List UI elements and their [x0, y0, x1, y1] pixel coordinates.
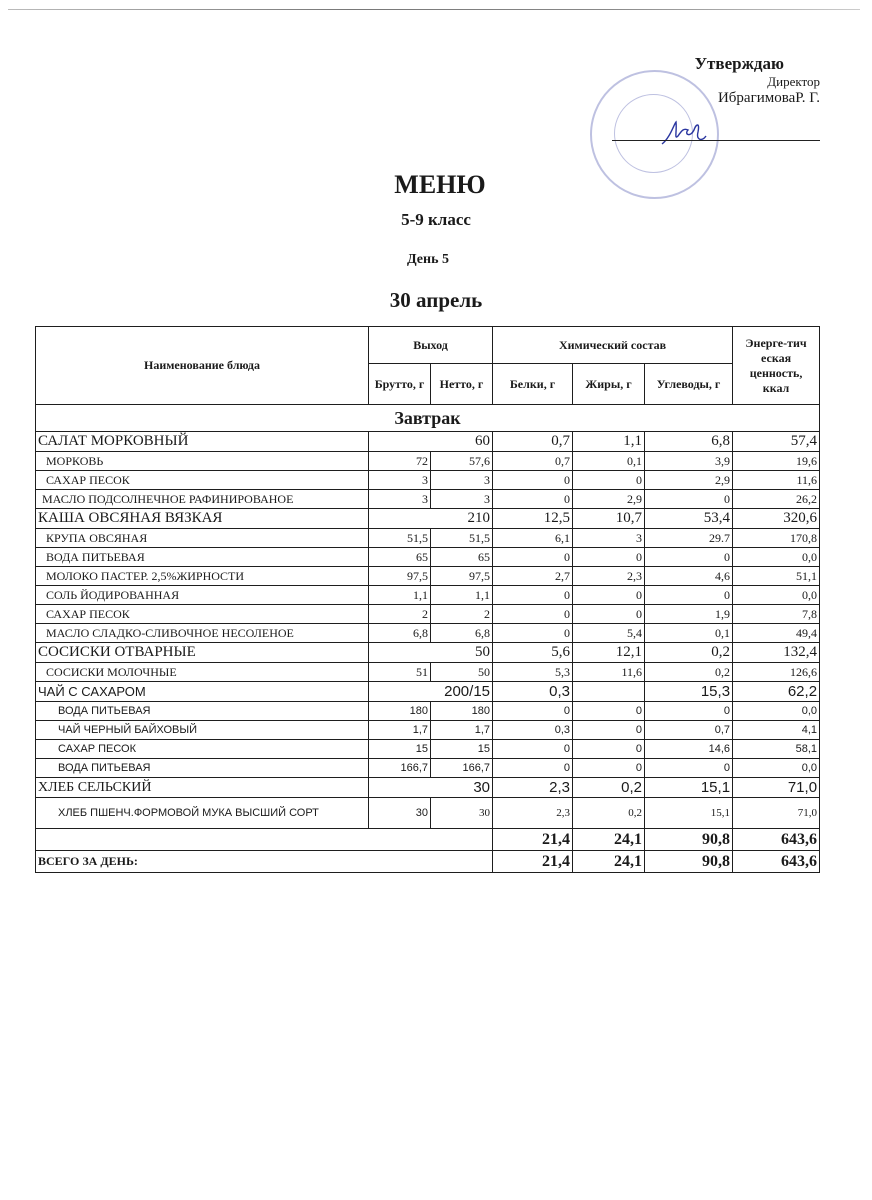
- col-header-protein: Белки, г: [493, 364, 573, 405]
- ingredient-row: МОЛОКО ПАСТЕР. 2,5%ЖИРНОСТИ 97,5 97,5 2,7 2,3 4,6 51,1: [36, 567, 820, 586]
- subtotal-row: 21,4 24,1 90,8 643,6: [36, 829, 820, 851]
- dish-row: САЛАТ МОРКОВНЫЙ 60 0,7 1,1 6,8 57,4: [36, 432, 820, 452]
- ingredient-row: САХАР ПЕСОК 2 2 0 0 1,9 7,8: [36, 605, 820, 624]
- col-header-carbs: Углеводы, г: [645, 364, 733, 405]
- ingredient-row: ВОДА ПИТЬЕВАЯ 180 180 0 0 0 0,0: [36, 702, 820, 721]
- col-header-name: Наименование блюда: [36, 327, 369, 405]
- menu-table: [35, 326, 820, 873]
- day-label: День 5: [407, 252, 449, 267]
- col-header-energy: Энерге-тич еская ценность, ккал: [733, 327, 820, 405]
- ingredient-row: МАСЛО СЛАДКО-СЛИВОЧНОЕ НЕСОЛЕНОЕ 6,8 6,8 0 5,4 0,1 49,4: [36, 624, 820, 643]
- ingredient-row: ВОДА ПИТЬЕВАЯ 65 65 0 0 0 0,0: [36, 548, 820, 567]
- ingredient-row: СОЛЬ ЙОДИРОВАННАЯ 1,1 1,1 0 0 0 0,0: [36, 586, 820, 605]
- dish-row: ЧАЙ С САХАРОМ 200/15 0,3 15,3 62,2: [36, 682, 820, 702]
- scan-edge-line: [8, 9, 860, 10]
- dish-row: СОСИСКИ ОТВАРНЫЕ 50 5,6 12,1 0,2 132,4: [36, 643, 820, 663]
- ingredient-row: КРУПА ОВСЯНАЯ 51,5 51,5 6,1 3 29.7 170,8: [36, 529, 820, 548]
- ingredient-row: ВОДА ПИТЬЕВАЯ 166,7 166,7 0 0 0 0,0: [36, 759, 820, 778]
- ingredient-row: МАСЛО ПОДСОЛНЕЧНОЕ РАФИНИРОВАНОЕ 3 3 0 2,9 0 26,2: [36, 490, 820, 509]
- approval-heading: Утверждаю: [694, 54, 784, 73]
- section-title: Завтрак: [36, 405, 820, 432]
- page-title: МЕНЮ: [394, 170, 486, 199]
- col-header-gross: Брутто, г: [369, 364, 431, 405]
- date-label: 30 апрель: [389, 288, 483, 312]
- ingredient-row: ЧАЙ ЧЕРНЫЙ БАЙХОВЫЙ 1,7 1,7 0,3 0 0,7 4,1: [36, 721, 820, 740]
- grade-label: 5-9 класс: [401, 210, 471, 229]
- signature-icon: [660, 118, 710, 148]
- day-total-row: ВСЕГО ЗА ДЕНЬ: 21,4 24,1 90,8 643,6: [36, 851, 820, 873]
- ingredient-row: МОРКОВЬ 72 57,6 0,7 0,1 3,9 19,6: [36, 452, 820, 471]
- day-total-label: ВСЕГО ЗА ДЕНЬ:: [36, 851, 493, 873]
- approval-position: Директор: [767, 74, 820, 89]
- dish-row: КАША ОВСЯНАЯ ВЯЗКАЯ 210 12,5 10,7 53,4 320,6: [36, 509, 820, 529]
- ingredient-row: САХАР ПЕСОК 15 15 0 0 14,6 58,1: [36, 740, 820, 759]
- approval-name: ИбрагимоваР. Г.: [717, 90, 820, 106]
- signature-line: [612, 140, 820, 141]
- dish-row: ХЛЕБ СЕЛЬСКИЙ 30 2,3 0,2 15,1 71,0: [36, 778, 820, 798]
- col-header-net: Нетто, г: [431, 364, 493, 405]
- col-header-fat: Жиры, г: [573, 364, 645, 405]
- ingredient-row: ХЛЕБ ПШЕНЧ.ФОРМОВОЙ МУКА ВЫСШИЙ СОРТ 30 30 2,3 0,2 15,1 71,0: [36, 798, 820, 829]
- col-header-yield: Выход: [369, 327, 493, 364]
- col-header-chem: Химический состав: [493, 327, 733, 364]
- ingredient-row: САХАР ПЕСОК 3 3 0 0 2,9 11,6: [36, 471, 820, 490]
- ingredient-row: СОСИСКИ МОЛОЧНЫЕ 51 50 5,3 11,6 0,2 126,6: [36, 663, 820, 682]
